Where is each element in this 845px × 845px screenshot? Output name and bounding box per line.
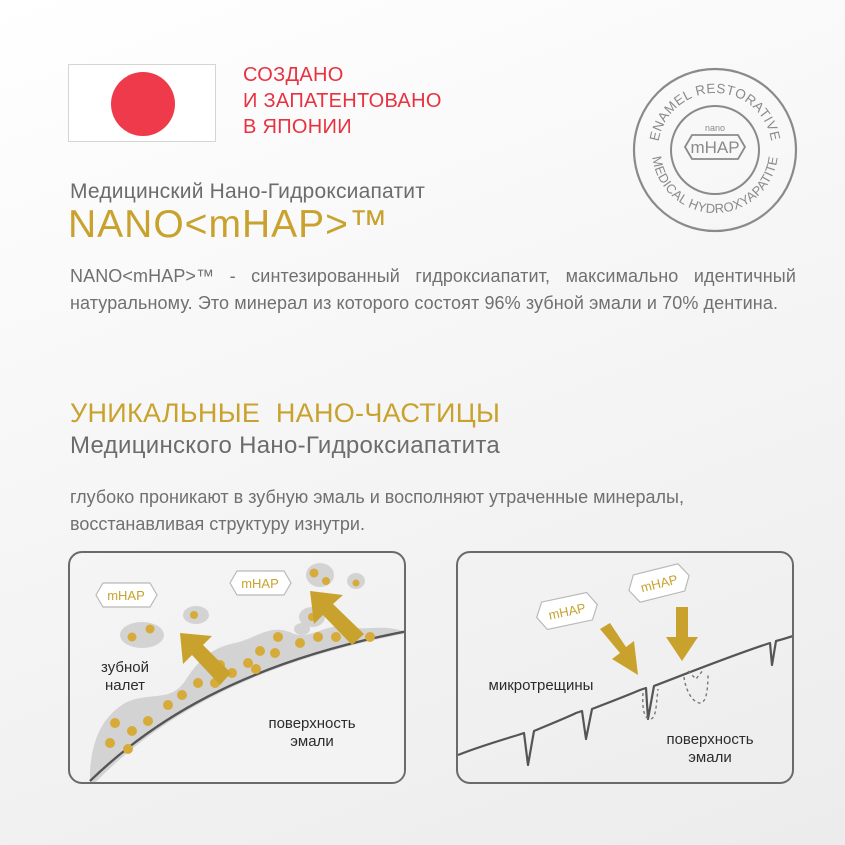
- microcracks-diagram: [456, 551, 794, 784]
- seal-small-text: nano: [704, 123, 726, 133]
- surface-label-left: [242, 715, 382, 751]
- tag-left-text: mHAP: [107, 588, 145, 603]
- plaque-label: [80, 659, 170, 695]
- lead-line-1: глубоко проникают в зубную эмаль и восполняют утраченные минералы,: [70, 487, 684, 507]
- seal-center-text: mHAP: [690, 138, 740, 157]
- product-subtitle: Медицинский Нано-Гидроксиапатит: [70, 180, 426, 203]
- surface-label-right: [640, 731, 780, 767]
- svg-text:ENAMEL RESTORATIVE: [647, 81, 784, 142]
- mhap-tag-left: [96, 583, 157, 607]
- tag-cracks-1-text: mHAP: [547, 600, 588, 623]
- japan-flag: [68, 64, 216, 142]
- seal-bottom-text: MEDICAL HYDROXYAPATITE: [649, 154, 781, 217]
- origin-line-1: СОЗДАНО: [243, 64, 344, 86]
- mhap-tag-right-panel-2: [626, 562, 693, 604]
- section-lead: [70, 484, 790, 538]
- mhap-tag-right: [230, 571, 291, 595]
- seal-top-text: ENAMEL RESTORATIVE: [646, 80, 784, 143]
- product-description: NANO<mHAP>™ - синтезированный гидроксиапатит, максимально идентичный натуральному. Это минерал из которого состоят 96% зубной эмали и 70% дентина.: [70, 266, 796, 313]
- plaque-label-line-1: зубной: [101, 659, 149, 676]
- flag-sun-disc: [111, 72, 175, 136]
- tag-cracks-2-text: mHAP: [639, 571, 680, 596]
- tag-right-text: mHAP: [241, 576, 279, 591]
- microcracks-label: микротрещины: [488, 677, 594, 694]
- section-heading: УНИКАЛЬНЫЕ НАНО-ЧАСТИЦЫ: [70, 398, 501, 428]
- mhap-tag-right-panel-1: [534, 591, 600, 631]
- plaque-label-line-2: налет: [104, 677, 146, 694]
- surface-right-line-2: эмали: [688, 749, 732, 766]
- product-brand: NANO<mHAP>™: [68, 203, 389, 246]
- surface-left-line-2: эмали: [290, 733, 334, 750]
- svg-text:MEDICAL HYDROXYAPATITE: [649, 155, 780, 216]
- plaque-diagram: [68, 551, 406, 784]
- enamel-restorative-seal: [630, 65, 800, 235]
- surface-right-line-1: поверхность: [666, 731, 754, 748]
- surface-left-line-1: поверхность: [268, 715, 356, 732]
- origin-line-2: И ЗАПАТЕНТОВАНО: [243, 90, 442, 112]
- made-in-japan-text: [243, 62, 483, 140]
- lead-line-2: восстанавливая структуру изнутри.: [70, 514, 365, 534]
- origin-line-3: В ЯПОНИИ: [243, 116, 352, 138]
- section-subheading: Медицинского Нано-Гидроксиапатита: [70, 432, 500, 459]
